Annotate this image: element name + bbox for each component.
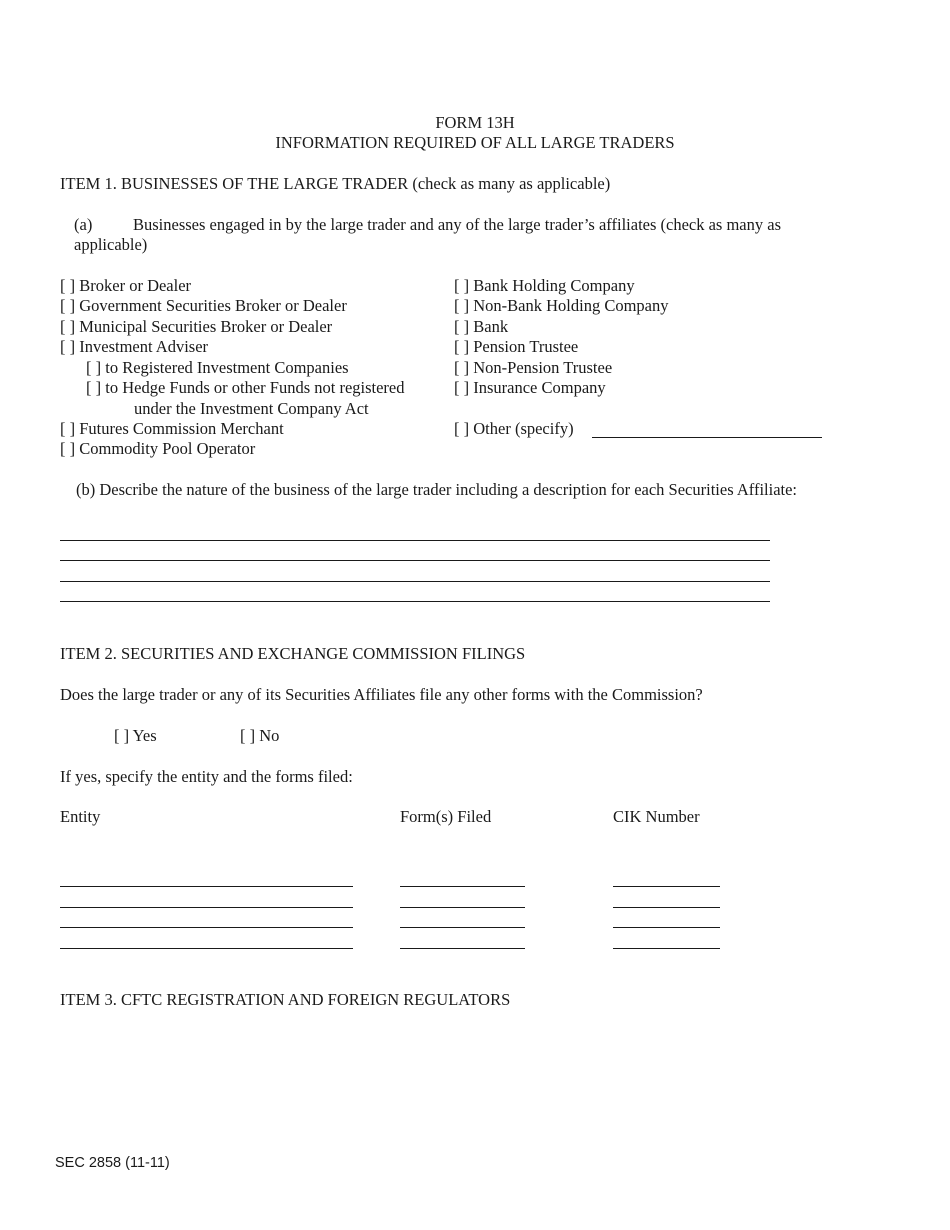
checkbox-mark: [ ] bbox=[454, 378, 470, 397]
checkbox-non-pension-trustee[interactable] bbox=[454, 358, 612, 378]
cik-field-2[interactable] bbox=[613, 907, 720, 908]
entity-field-3[interactable] bbox=[60, 927, 353, 928]
checkbox-investment-adviser[interactable] bbox=[60, 337, 208, 357]
part-a-text-continued: applicable) bbox=[74, 235, 148, 254]
forms-field-3[interactable] bbox=[400, 927, 525, 928]
checkbox-mark: [ ] bbox=[454, 296, 470, 315]
checkbox-yes[interactable] bbox=[114, 726, 157, 746]
option-label: Government Securities Broker or Dealer bbox=[79, 296, 347, 315]
no-label: No bbox=[259, 726, 280, 745]
checkbox-hedge-funds[interactable] bbox=[86, 378, 405, 398]
checkbox-broker-dealer[interactable] bbox=[60, 276, 191, 296]
checkbox-mark: [ ] bbox=[60, 317, 76, 336]
option-label: Non-Pension Trustee bbox=[473, 358, 613, 377]
checkbox-mark: [ ] bbox=[60, 337, 76, 356]
checkbox-bank[interactable] bbox=[454, 317, 508, 337]
if-yes-text: If yes, specify the entity and the forms filed: bbox=[60, 767, 353, 786]
checkbox-pension-trustee[interactable] bbox=[454, 337, 578, 357]
checkbox-registered-investment-companies[interactable] bbox=[86, 358, 349, 378]
checkbox-mark: [ ] bbox=[60, 296, 76, 315]
part-a-marker: (a) bbox=[74, 215, 93, 234]
forms-field-1[interactable] bbox=[400, 886, 525, 887]
description-line-2[interactable] bbox=[60, 560, 770, 561]
form-subtitle: INFORMATION REQUIRED OF ALL LARGE TRADERS bbox=[275, 133, 675, 152]
checkbox-mark: [ ] bbox=[454, 358, 470, 377]
item3-heading: ITEM 3. CFTC REGISTRATION AND FOREIGN REGULATORS bbox=[60, 990, 511, 1009]
item1-heading: ITEM 1. BUSINESSES OF THE LARGE TRADER (check as many as applicable) bbox=[60, 174, 611, 193]
checkbox-commodity-pool-operator[interactable] bbox=[60, 439, 255, 459]
option-label: Non-Bank Holding Company bbox=[473, 296, 669, 315]
item2-question: Does the large trader or any of its Securities Affiliates file any other forms with the Commission? bbox=[60, 685, 703, 704]
checkbox-mark: [ ] bbox=[60, 439, 76, 458]
option-label: Municipal Securities Broker or Dealer bbox=[79, 317, 333, 336]
column-header-entity: Entity bbox=[60, 807, 101, 826]
part-b-text: (b) Describe the nature of the business of the large trader including a description for each Securities Affiliate: bbox=[76, 480, 798, 499]
checkbox-mark: [ ] bbox=[86, 358, 102, 377]
checkbox-mark: [ ] bbox=[454, 276, 470, 295]
entity-field-2[interactable] bbox=[60, 907, 353, 908]
column-header-cik-number: CIK Number bbox=[613, 807, 700, 826]
option-label: to Registered Investment Companies bbox=[105, 358, 349, 377]
checkbox-insurance-company[interactable] bbox=[454, 378, 606, 398]
option-label: Other (specify) bbox=[473, 419, 574, 438]
entity-field-4[interactable] bbox=[60, 948, 353, 949]
footer-form-code: SEC 2858 (11-11) bbox=[55, 1155, 170, 1171]
other-specify-field[interactable] bbox=[592, 419, 822, 438]
checkbox-mark: [ ] bbox=[114, 726, 130, 745]
cik-field-1[interactable] bbox=[613, 886, 720, 887]
option-label: Investment Adviser bbox=[79, 337, 209, 356]
checkbox-mark: [ ] bbox=[454, 337, 470, 356]
option-label: Bank Holding Company bbox=[473, 276, 635, 295]
description-line-4[interactable] bbox=[60, 601, 770, 602]
cik-field-3[interactable] bbox=[613, 927, 720, 928]
checkbox-mark: [ ] bbox=[454, 419, 470, 438]
entity-field-1[interactable] bbox=[60, 886, 353, 887]
description-line-3[interactable] bbox=[60, 581, 770, 582]
part-a-text: Businesses engaged in by the large trader and any of the large trader’s affiliates (check as many as bbox=[133, 215, 782, 234]
checkbox-mark: [ ] bbox=[454, 317, 470, 336]
form-title: FORM 13H bbox=[435, 113, 515, 132]
checkbox-government-securities-broker-dealer[interactable] bbox=[60, 296, 347, 316]
checkbox-municipal-securities-broker-dealer[interactable] bbox=[60, 317, 332, 337]
column-header-forms-filed: Form(s) Filed bbox=[400, 807, 492, 826]
option-label: to Hedge Funds or other Funds not registered bbox=[105, 378, 405, 397]
option-label: Insurance Company bbox=[473, 378, 606, 397]
item2-heading: ITEM 2. SECURITIES AND EXCHANGE COMMISSION FILINGS bbox=[60, 644, 526, 663]
checkbox-futures-commission-merchant[interactable] bbox=[60, 419, 284, 439]
hedge-funds-label-continued: under the Investment Company Act bbox=[134, 399, 369, 418]
checkbox-bank-holding-company[interactable] bbox=[454, 276, 635, 296]
option-label: Pension Trustee bbox=[473, 337, 579, 356]
yes-label: Yes bbox=[132, 726, 157, 745]
checkbox-non-bank-holding-company[interactable] bbox=[454, 296, 669, 316]
checkbox-mark: [ ] bbox=[240, 726, 256, 745]
forms-field-2[interactable] bbox=[400, 907, 525, 908]
option-label: Broker or Dealer bbox=[79, 276, 192, 295]
forms-field-4[interactable] bbox=[400, 948, 525, 949]
option-label: Bank bbox=[473, 317, 509, 336]
checkbox-mark: [ ] bbox=[60, 276, 76, 295]
checkbox-no[interactable] bbox=[240, 726, 279, 746]
option-label: Futures Commission Merchant bbox=[79, 419, 284, 438]
checkbox-other[interactable] bbox=[454, 419, 574, 439]
checkbox-mark: [ ] bbox=[86, 378, 102, 397]
cik-field-4[interactable] bbox=[613, 948, 720, 949]
checkbox-mark: [ ] bbox=[60, 419, 76, 438]
option-label: Commodity Pool Operator bbox=[79, 439, 256, 458]
description-line-1[interactable] bbox=[60, 540, 770, 541]
